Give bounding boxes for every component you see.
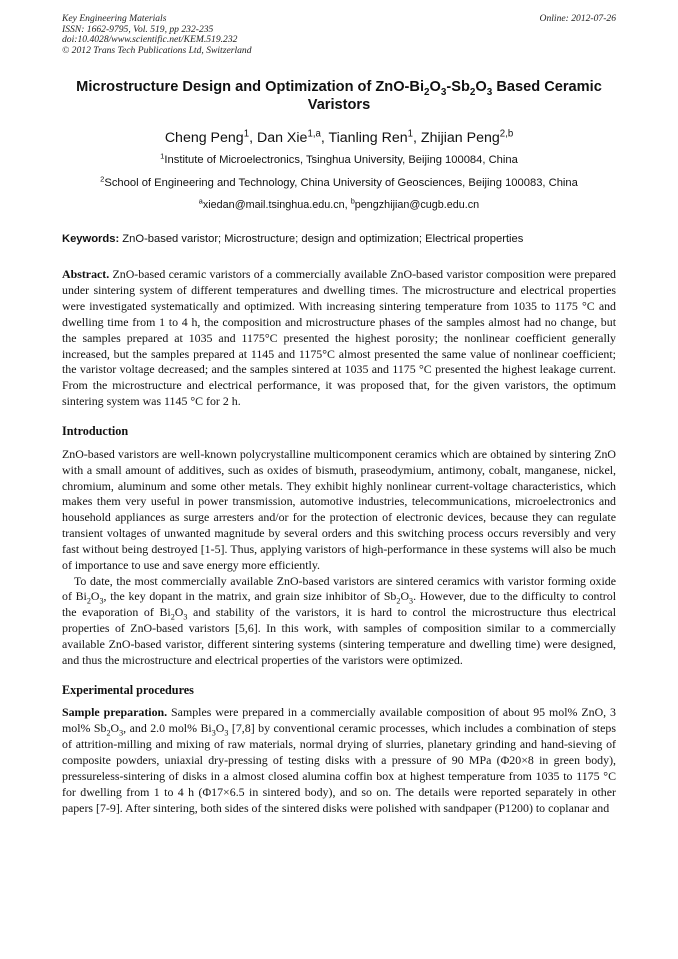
author-name: Cheng Peng [164,130,244,147]
affiliation-1 [62,153,616,167]
affiliation-2 [56,176,622,190]
author-name: Zhijian Peng [420,130,500,147]
introduction-paragraph-1: ZnO-based varistors are well-known polycrystalline multicomponent ceramics which are obtained by sintering ZnO with a small amount of additives, such as oxides of bismuth, praseodymium, antimony, cobalt, manganese, nickel, chromium, aluminum and some other metals. They exhibit highly nonlinear current-voltage characteristics, which makes them very useful in power transmission, automotive industries, telecommunications, microelectronics and household appliances as surge arresters and/or for the protection of electronic devices, because they can regulate transient voltages of unwanted magnitude by several orders and this switching process occurs reversibly and very fast without being destroyed [1-5]. Thus, applying varistors of high-performance in these systems will also be much of importance to use and save energy more efficiently. [62,446,616,572]
paragraph-text: Samples were prepared in a commercially available composition of about 95 mol% ZnO, 3 mol% Sb [62,705,616,736]
title-subscript: 3 [440,87,447,99]
section-heading-experimental: Experimental procedures [62,682,194,697]
email-mark: a [198,196,203,206]
paragraph-text: and stability of the varistors, it is hard to control the microstructure thus electrical properties of ZnO-based varistors [5,6]. In this work, with samples of composition similar to a commercially available ZnO-based varistor, different sintering systems (sintering temperature and dwelling time) were designed, and thus the microstructure and electrical properties of the varistors were optimized. [62,605,617,667]
journal-name: Key Engineering Materials [62,13,167,24]
introduction-paragraph-2 [62,574,616,669]
doi-line: doi:10.4028/www.scientific.net/KEM.519.232 [62,34,238,46]
running-header [62,14,616,56]
section-heading-introduction: Introduction [62,423,129,438]
abstract [62,267,616,410]
author-affiliation-mark: 1 [243,128,250,140]
title-text: Microstructure Design and Optimization of ZnO-Bi [76,79,424,96]
affiliation-text: Institute of Microelectronics, Tsinghua University, Beijing 100084, China [164,154,518,167]
affiliation-mark: 1 [160,151,165,161]
author-affiliation-mark: 1,a [307,128,321,140]
author-name: Dan Xie [256,130,308,147]
author-list: Cheng Peng$^1$, Dan Xie$^{1,a}$, Tianling Ren$^1$, Zhijian Peng$^{2,b}$ [164,128,514,147]
abstract-text: ZnO-based ceramic varistors of a commercially available ZnO-based varistor composition were prepared under sintering system of different temperatures and dwelling times. The microstructure and electrical properties were investigated systematically and optimized. With increasing sintering temperature from 1035 to 1175 °C and dwelling time from 1 to 4 h, the composition and microstructure phases of the samples almost had no change, but the samples prepared at 1035 and 1175°C presented the highest porosity; the nonlinear coefficient generally increased, but the samples prepared at 1145 and 1175°C almost presented the same value of nonlinear coefficient; the varistor voltage decreased; and the samples sintered at 1035 and 1175 °C presented the highest leakage current. From the microstructure and electrical performance, it was proposed that, for the given varistors, the optimum sintering system was 1145 °C for 2 h. [62,267,616,409]
online-date: Online: 2012-07-26 [539,13,616,24]
journal-info [62,14,252,56]
email-address: pengzhijian@cugb.edu.cn [354,199,480,212]
author-affiliation-mark: 1 [407,128,414,140]
email-mark: b [350,196,355,206]
paragraph-text: O [400,589,410,604]
keywords-label: Keywords: [62,233,120,246]
email-address: xiedan@mail.tsinghua.edu.cn, [202,199,351,212]
subscript: 2 [86,596,91,606]
paragraph-text: O [215,721,225,736]
subscript: 3 [119,728,124,738]
affiliation-text: School of Engineering and Technology, China University of Geosciences, Beijing 100083, China [104,177,578,190]
subsection-label: Sample preparation. [62,705,168,720]
subscript: 3 [409,596,414,606]
title-subscript: 2 [424,87,430,99]
subscript: 2 [396,596,401,606]
paragraph-text: O [110,721,120,736]
subscript: 3 [224,728,229,738]
author-emails [62,198,616,212]
title-text: O [429,79,441,96]
title-subscript: 3 [486,87,493,99]
paragraph-text: To date, the most commercially available ZnO-based varistors are sintered ceramics with varistor forming oxide of Bi [62,573,616,604]
title-text: O [475,79,487,96]
paragraph-text: [7,8] by conventional ceramic processes, which includes a combination of steps of attrition-milling and mixing of raw materials, normal drying of slurries, planetary grinding and hand-sieving of composite powders, uniaxial dry-pressing of testing disks with a pressure of 90 MPa (Φ20×8 in green body), pressureless-sintering of disks in a almost closed alumina coffin box at highest temperature from 1035 to 1175 °C for dwelling from 1 to 4 h (Φ17×6.5 in sintered body), and so on. The details were reported separately in other papers [7-9]. After sintering, both sides of the sintered disks were polished with sandpaper (P1200) to coplanar and [62,721,616,815]
title-text: -Sb [446,79,470,96]
author-affiliation-mark: 2,b [499,128,514,140]
subscript: 2 [170,612,175,622]
paragraph-text: . However, due to the difficulty to control the evaporation of Bi [62,589,616,620]
paragraph-text: , and 2.0 mol% Bi [123,721,212,736]
paragraph-text: , the key dopant in the matrix, and grain size inhibitor of Sb [103,589,397,604]
subscript: 3 [183,612,188,622]
subscript: 2 [106,728,111,738]
abstract-label: Abstract. [62,267,110,282]
keywords-text: ZnO-based varistor; Microstructure; design and optimization; Electrical properties [119,233,524,246]
author-name: Tianling Ren [328,130,408,147]
paragraph-text: O [90,589,100,604]
experimental-paragraph-1 [62,705,616,816]
title-subscript: 2 [469,87,476,99]
paper-title [62,78,616,114]
title-text: Based Ceramic Varistors [307,79,602,114]
copyright-line: © 2012 Trans Tech Publications Ltd, Switzerland [62,44,252,56]
affiliation-mark: 2 [100,174,105,184]
subscript: 3 [99,596,104,606]
subscript: 3 [211,728,216,738]
issn-line: ISSN: 1662-9795, Vol. 519, pp 232-235 [62,23,214,35]
keywords [62,232,616,246]
paragraph-text: O [174,605,184,620]
